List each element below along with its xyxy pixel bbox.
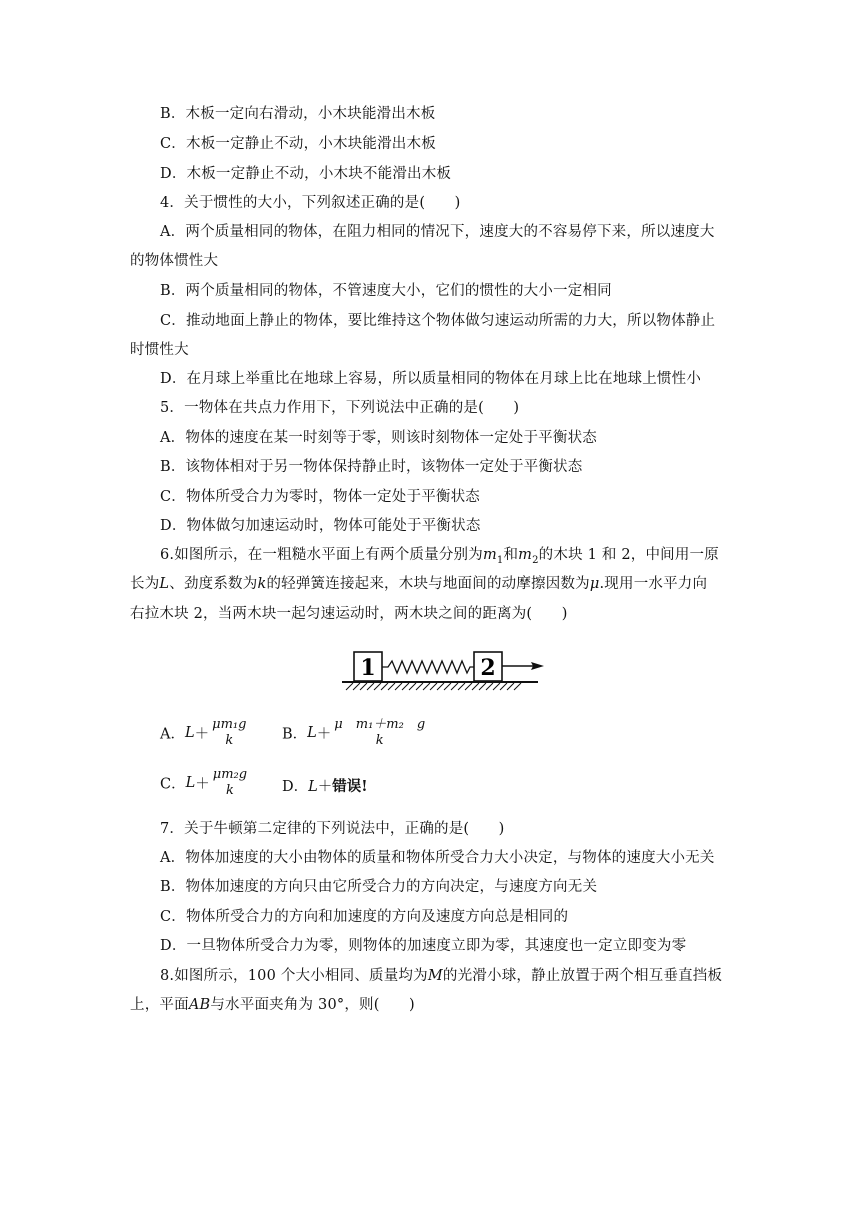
spring bbox=[382, 661, 474, 673]
block-2-label: 2 bbox=[480, 655, 496, 681]
q6-option-c: C．L＋ μm₂g k bbox=[160, 767, 248, 798]
ground-hatching bbox=[346, 683, 521, 690]
q5-option-b: B．该物体相对于另一物体保持静止时，该物体一定处于平衡状态 bbox=[160, 459, 583, 475]
q3-option-c: C．木板一定静止不动，小木块能滑出木板 bbox=[160, 136, 436, 152]
q6-option-a: A．L＋ μm₁g k bbox=[160, 717, 247, 748]
q6-option-b: B．L＋ μ m₁＋m₂ g k bbox=[282, 717, 426, 748]
q6-option-d: D．L＋错误! bbox=[282, 778, 368, 795]
q7-option-c: C．物体所受合力的方向和加速度的方向及速度方向总是相同的 bbox=[160, 909, 569, 925]
q4-option-a-line2: 的物体惯性大 bbox=[130, 253, 219, 269]
q5-option-a: A．物体的速度在某一时刻等于零，则该时刻物体一定处于平衡状态 bbox=[160, 430, 597, 446]
q6-stem-line1: 6.如图所示，在一粗糙水平面上有两个质量分别为$m_1$和$m_2$的木块 1 和 2，中间用一原 bbox=[160, 547, 719, 566]
q4-option-c-line2: 时惯性大 bbox=[130, 342, 189, 358]
q7-option-d: D．一旦物体所受合力为零，则物体的加速度立即为零，其速度也一定立即变为零 bbox=[160, 938, 687, 954]
q7-option-b: B．物体加速度的方向只由它所受合力的方向决定，与速度方向无关 bbox=[160, 879, 598, 895]
q3-option-b: B．木板一定向右滑动，小木块能滑出木板 bbox=[160, 106, 436, 122]
q8-stem-line1: 8.如图所示，100 个大小相同、质量均为M的光滑小球，静止放置于两个相互垂直挡板 bbox=[160, 968, 723, 984]
fraction: μm₂g k bbox=[212, 767, 248, 798]
fraction: μm₁g k bbox=[212, 717, 247, 748]
q7-option-a: A．物体加速度的大小由物体的质量和物体所受合力大小决定，与物体的速度大小无关 bbox=[160, 850, 715, 866]
q4-option-a-line1: A．两个质量相同的物体，在阻力相同的情况下，速度大的不容易停下来，所以速度大 bbox=[160, 224, 715, 240]
q5-option-c: C．物体所受合力为零时，物体一定处于平衡状态 bbox=[160, 489, 480, 505]
q6-stem-line2: 长为L、劲度系数为k的轻弹簧连接起来，木块与地面间的动摩擦因数为μ.现用一水平力向 bbox=[130, 576, 708, 592]
q4-option-b: B．两个质量相同的物体，不管速度大小，它们的惯性的大小一定相同 bbox=[160, 283, 612, 299]
q8-stem-line2: 上，平面AB与水平面夹角为 30°，则( ) bbox=[130, 997, 415, 1013]
q6-stem-line3: 右拉木块 2，当两木块一起匀速运动时，两木块之间的距离为( ) bbox=[130, 606, 568, 622]
fraction: μ m₁＋m₂ g k bbox=[334, 717, 426, 748]
q5-stem: 5．一物体在共点力作用下，下列说法中正确的是( ) bbox=[160, 400, 520, 416]
q7-stem: 7．关于牛顿第二定律的下列说法中，正确的是( ) bbox=[160, 821, 505, 837]
q3-option-d: D．木板一定静止不动，小木块不能滑出木板 bbox=[160, 166, 452, 182]
spring-blocks-diagram bbox=[340, 648, 544, 692]
error-text: 错误! bbox=[332, 778, 368, 795]
q4-stem: 4．关于惯性的大小，下列叙述正确的是( ) bbox=[160, 195, 461, 211]
block-1-label: 1 bbox=[360, 655, 376, 681]
q5-option-d: D．物体做匀加速运动时，物体可能处于平衡状态 bbox=[160, 518, 481, 534]
q4-option-d: D．在月球上举重比在地球上容易，所以质量相同的物体在月球上比在地球上惯性小 bbox=[160, 371, 702, 387]
q4-option-c-line1: C．推动地面上静止的物体，要比维持这个物体做匀速运动所需的力大，所以物体静止 bbox=[160, 313, 716, 329]
